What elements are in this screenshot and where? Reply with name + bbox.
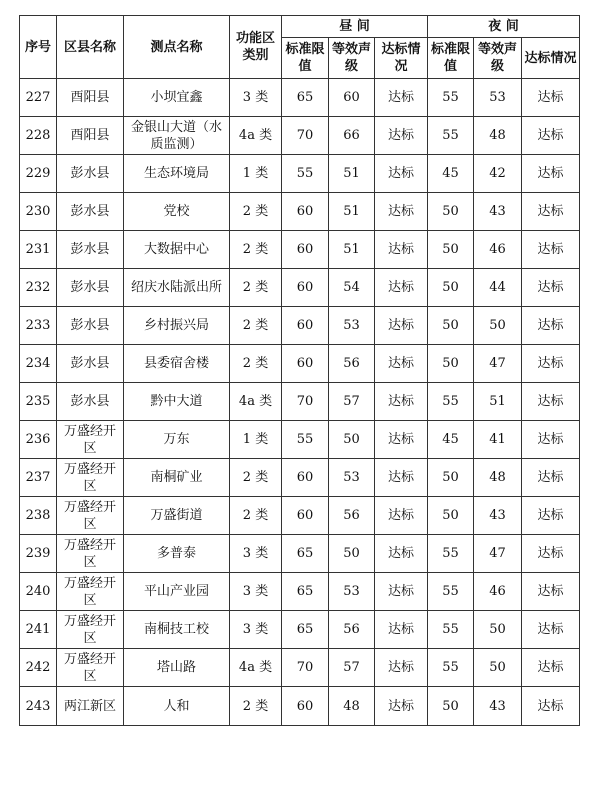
table-row <box>20 155 580 193</box>
cell-night-level: 50 <box>474 611 522 649</box>
cell-day-status: 达标 <box>375 269 428 307</box>
cell-seq: 241 <box>20 611 57 649</box>
cell-seq: 237 <box>20 459 57 497</box>
cell-day-standard: 60 <box>282 307 329 345</box>
cell-site: 黔中大道 <box>124 383 230 421</box>
cell-night-standard: 45 <box>428 155 474 193</box>
cell-day-status: 达标 <box>375 535 428 573</box>
cell-zone: 3 类 <box>230 79 282 117</box>
cell-site: 人和 <box>124 687 230 726</box>
cell-day-standard: 60 <box>282 193 329 231</box>
cell-day-level: 50 <box>329 421 375 459</box>
cell-zone: 2 类 <box>230 459 282 497</box>
cell-site: 塔山路 <box>124 649 230 687</box>
cell-zone: 1 类 <box>230 155 282 193</box>
cell-site: 金银山大道（水质监测） <box>124 117 230 155</box>
cell-seq: 227 <box>20 79 57 117</box>
cell-night-status: 达标 <box>522 649 580 687</box>
cell-seq: 238 <box>20 497 57 535</box>
cell-zone: 2 类 <box>230 497 282 535</box>
cell-site: 大数据中心 <box>124 231 230 269</box>
header-zone: 功能区类别 <box>230 16 282 79</box>
table-row <box>20 649 580 687</box>
cell-zone: 4a 类 <box>230 117 282 155</box>
cell-day-status: 达标 <box>375 79 428 117</box>
cell-site: 南桐技工校 <box>124 611 230 649</box>
cell-night-standard: 55 <box>428 611 474 649</box>
cell-night-status: 达标 <box>522 535 580 573</box>
table-row <box>20 573 580 611</box>
cell-day-standard: 65 <box>282 79 329 117</box>
table-row <box>20 687 580 726</box>
table-row <box>20 231 580 269</box>
cell-district: 彭水县 <box>57 231 124 269</box>
cell-night-standard: 50 <box>428 459 474 497</box>
cell-zone: 2 类 <box>230 687 282 726</box>
cell-district: 万盛经开区 <box>57 421 124 459</box>
cell-zone: 2 类 <box>230 269 282 307</box>
table-row <box>20 535 580 573</box>
cell-zone: 3 类 <box>230 535 282 573</box>
cell-day-status: 达标 <box>375 193 428 231</box>
cell-seq: 233 <box>20 307 57 345</box>
cell-night-status: 达标 <box>522 383 580 421</box>
cell-day-standard: 65 <box>282 611 329 649</box>
cell-night-level: 43 <box>474 497 522 535</box>
cell-night-standard: 55 <box>428 535 474 573</box>
cell-district: 彭水县 <box>57 307 124 345</box>
cell-day-level: 56 <box>329 611 375 649</box>
cell-night-standard: 55 <box>428 573 474 611</box>
header-seq: 序号 <box>20 16 57 79</box>
cell-night-level: 42 <box>474 155 522 193</box>
cell-day-status: 达标 <box>375 231 428 269</box>
header-day-standard: 标准限值 <box>282 38 329 79</box>
cell-district: 万盛经开区 <box>57 535 124 573</box>
cell-seq: 243 <box>20 687 57 726</box>
cell-night-standard: 50 <box>428 497 474 535</box>
cell-night-standard: 50 <box>428 345 474 383</box>
cell-day-level: 60 <box>329 79 375 117</box>
cell-district: 彭水县 <box>57 269 124 307</box>
cell-district: 万盛经开区 <box>57 459 124 497</box>
cell-day-level: 54 <box>329 269 375 307</box>
table-row <box>20 497 580 535</box>
header-district: 区县名称 <box>57 16 124 79</box>
cell-night-status: 达标 <box>522 231 580 269</box>
cell-night-status: 达标 <box>522 117 580 155</box>
table-row <box>20 269 580 307</box>
cell-day-status: 达标 <box>375 611 428 649</box>
cell-night-level: 50 <box>474 649 522 687</box>
cell-day-standard: 60 <box>282 345 329 383</box>
cell-day-status: 达标 <box>375 421 428 459</box>
cell-site: 县委宿舍楼 <box>124 345 230 383</box>
cell-seq: 239 <box>20 535 57 573</box>
cell-day-standard: 70 <box>282 117 329 155</box>
cell-day-status: 达标 <box>375 459 428 497</box>
table-row <box>20 307 580 345</box>
cell-day-level: 66 <box>329 117 375 155</box>
cell-night-level: 43 <box>474 193 522 231</box>
header-day-status: 达标情况 <box>375 38 428 79</box>
cell-site: 平山产业园 <box>124 573 230 611</box>
cell-day-status: 达标 <box>375 649 428 687</box>
cell-day-level: 53 <box>329 459 375 497</box>
noise-monitoring-table <box>19 15 580 726</box>
cell-day-standard: 60 <box>282 459 329 497</box>
header-day: 昼 间 <box>282 16 428 38</box>
table-row <box>20 117 580 155</box>
cell-zone: 2 类 <box>230 307 282 345</box>
cell-seq: 235 <box>20 383 57 421</box>
cell-zone: 2 类 <box>230 345 282 383</box>
cell-night-status: 达标 <box>522 497 580 535</box>
cell-district: 彭水县 <box>57 345 124 383</box>
cell-day-level: 51 <box>329 231 375 269</box>
cell-day-standard: 60 <box>282 497 329 535</box>
cell-site: 多普泰 <box>124 535 230 573</box>
cell-day-level: 57 <box>329 649 375 687</box>
header-site: 测点名称 <box>124 16 230 79</box>
cell-day-level: 56 <box>329 497 375 535</box>
cell-district: 万盛经开区 <box>57 611 124 649</box>
cell-night-status: 达标 <box>522 79 580 117</box>
cell-day-status: 达标 <box>375 573 428 611</box>
cell-site: 党校 <box>124 193 230 231</box>
table-row <box>20 611 580 649</box>
cell-seq: 228 <box>20 117 57 155</box>
cell-night-level: 44 <box>474 269 522 307</box>
cell-day-standard: 65 <box>282 535 329 573</box>
cell-night-level: 47 <box>474 535 522 573</box>
cell-day-standard: 55 <box>282 421 329 459</box>
cell-night-status: 达标 <box>522 611 580 649</box>
cell-day-level: 50 <box>329 535 375 573</box>
table-row <box>20 383 580 421</box>
cell-day-level: 51 <box>329 155 375 193</box>
cell-site: 生态环境局 <box>124 155 230 193</box>
cell-zone: 4a 类 <box>230 649 282 687</box>
cell-district: 彭水县 <box>57 193 124 231</box>
cell-night-status: 达标 <box>522 193 580 231</box>
cell-day-status: 达标 <box>375 307 428 345</box>
header-row-top <box>20 16 580 38</box>
cell-day-standard: 55 <box>282 155 329 193</box>
cell-day-status: 达标 <box>375 345 428 383</box>
cell-day-standard: 65 <box>282 573 329 611</box>
cell-seq: 232 <box>20 269 57 307</box>
cell-day-status: 达标 <box>375 383 428 421</box>
cell-site: 万盛街道 <box>124 497 230 535</box>
table-row <box>20 79 580 117</box>
cell-night-status: 达标 <box>522 687 580 726</box>
cell-day-level: 51 <box>329 193 375 231</box>
cell-seq: 231 <box>20 231 57 269</box>
cell-seq: 242 <box>20 649 57 687</box>
cell-night-level: 46 <box>474 573 522 611</box>
cell-night-standard: 50 <box>428 269 474 307</box>
cell-night-level: 47 <box>474 345 522 383</box>
cell-zone: 1 类 <box>230 421 282 459</box>
header-night-status: 达标情况 <box>522 38 580 79</box>
cell-night-level: 43 <box>474 687 522 726</box>
cell-night-standard: 50 <box>428 231 474 269</box>
cell-zone: 2 类 <box>230 193 282 231</box>
cell-night-standard: 55 <box>428 117 474 155</box>
cell-night-standard: 45 <box>428 421 474 459</box>
cell-zone: 2 类 <box>230 231 282 269</box>
cell-night-standard: 50 <box>428 687 474 726</box>
header-night-level: 等效声级 <box>474 38 522 79</box>
table-body <box>20 79 580 726</box>
cell-night-status: 达标 <box>522 345 580 383</box>
cell-day-standard: 70 <box>282 383 329 421</box>
cell-night-level: 53 <box>474 79 522 117</box>
cell-night-standard: 50 <box>428 193 474 231</box>
cell-day-level: 53 <box>329 573 375 611</box>
cell-day-level: 56 <box>329 345 375 383</box>
cell-site: 万东 <box>124 421 230 459</box>
cell-day-level: 48 <box>329 687 375 726</box>
cell-day-level: 53 <box>329 307 375 345</box>
cell-night-level: 46 <box>474 231 522 269</box>
table-row <box>20 345 580 383</box>
cell-site: 乡村振兴局 <box>124 307 230 345</box>
cell-district: 万盛经开区 <box>57 497 124 535</box>
cell-seq: 240 <box>20 573 57 611</box>
cell-night-level: 51 <box>474 383 522 421</box>
table-row <box>20 193 580 231</box>
header-night-standard: 标准限值 <box>428 38 474 79</box>
cell-night-status: 达标 <box>522 421 580 459</box>
cell-day-status: 达标 <box>375 155 428 193</box>
cell-night-status: 达标 <box>522 573 580 611</box>
cell-night-status: 达标 <box>522 155 580 193</box>
cell-site: 绍庆水陆派出所 <box>124 269 230 307</box>
cell-night-level: 50 <box>474 307 522 345</box>
cell-zone: 3 类 <box>230 573 282 611</box>
cell-night-standard: 55 <box>428 383 474 421</box>
cell-day-status: 达标 <box>375 687 428 726</box>
cell-day-standard: 60 <box>282 231 329 269</box>
cell-seq: 236 <box>20 421 57 459</box>
cell-district: 酉阳县 <box>57 79 124 117</box>
cell-night-status: 达标 <box>522 307 580 345</box>
cell-site: 南桐矿业 <box>124 459 230 497</box>
cell-night-level: 48 <box>474 117 522 155</box>
cell-seq: 230 <box>20 193 57 231</box>
cell-day-status: 达标 <box>375 117 428 155</box>
table-row <box>20 459 580 497</box>
table-row <box>20 421 580 459</box>
cell-district: 万盛经开区 <box>57 649 124 687</box>
cell-district: 万盛经开区 <box>57 573 124 611</box>
cell-zone: 3 类 <box>230 611 282 649</box>
header-day-level: 等效声级 <box>329 38 375 79</box>
cell-seq: 229 <box>20 155 57 193</box>
cell-night-standard: 50 <box>428 307 474 345</box>
header-night: 夜 间 <box>428 16 580 38</box>
cell-day-standard: 70 <box>282 649 329 687</box>
cell-night-status: 达标 <box>522 459 580 497</box>
cell-district: 两江新区 <box>57 687 124 726</box>
cell-day-standard: 60 <box>282 687 329 726</box>
cell-day-standard: 60 <box>282 269 329 307</box>
cell-site: 小坝宜鑫 <box>124 79 230 117</box>
cell-seq: 234 <box>20 345 57 383</box>
cell-zone: 4a 类 <box>230 383 282 421</box>
cell-day-level: 57 <box>329 383 375 421</box>
cell-night-level: 41 <box>474 421 522 459</box>
cell-district: 彭水县 <box>57 383 124 421</box>
cell-night-level: 48 <box>474 459 522 497</box>
cell-district: 彭水县 <box>57 155 124 193</box>
cell-day-status: 达标 <box>375 497 428 535</box>
cell-night-standard: 55 <box>428 79 474 117</box>
cell-night-standard: 55 <box>428 649 474 687</box>
cell-night-status: 达标 <box>522 269 580 307</box>
cell-district: 酉阳县 <box>57 117 124 155</box>
